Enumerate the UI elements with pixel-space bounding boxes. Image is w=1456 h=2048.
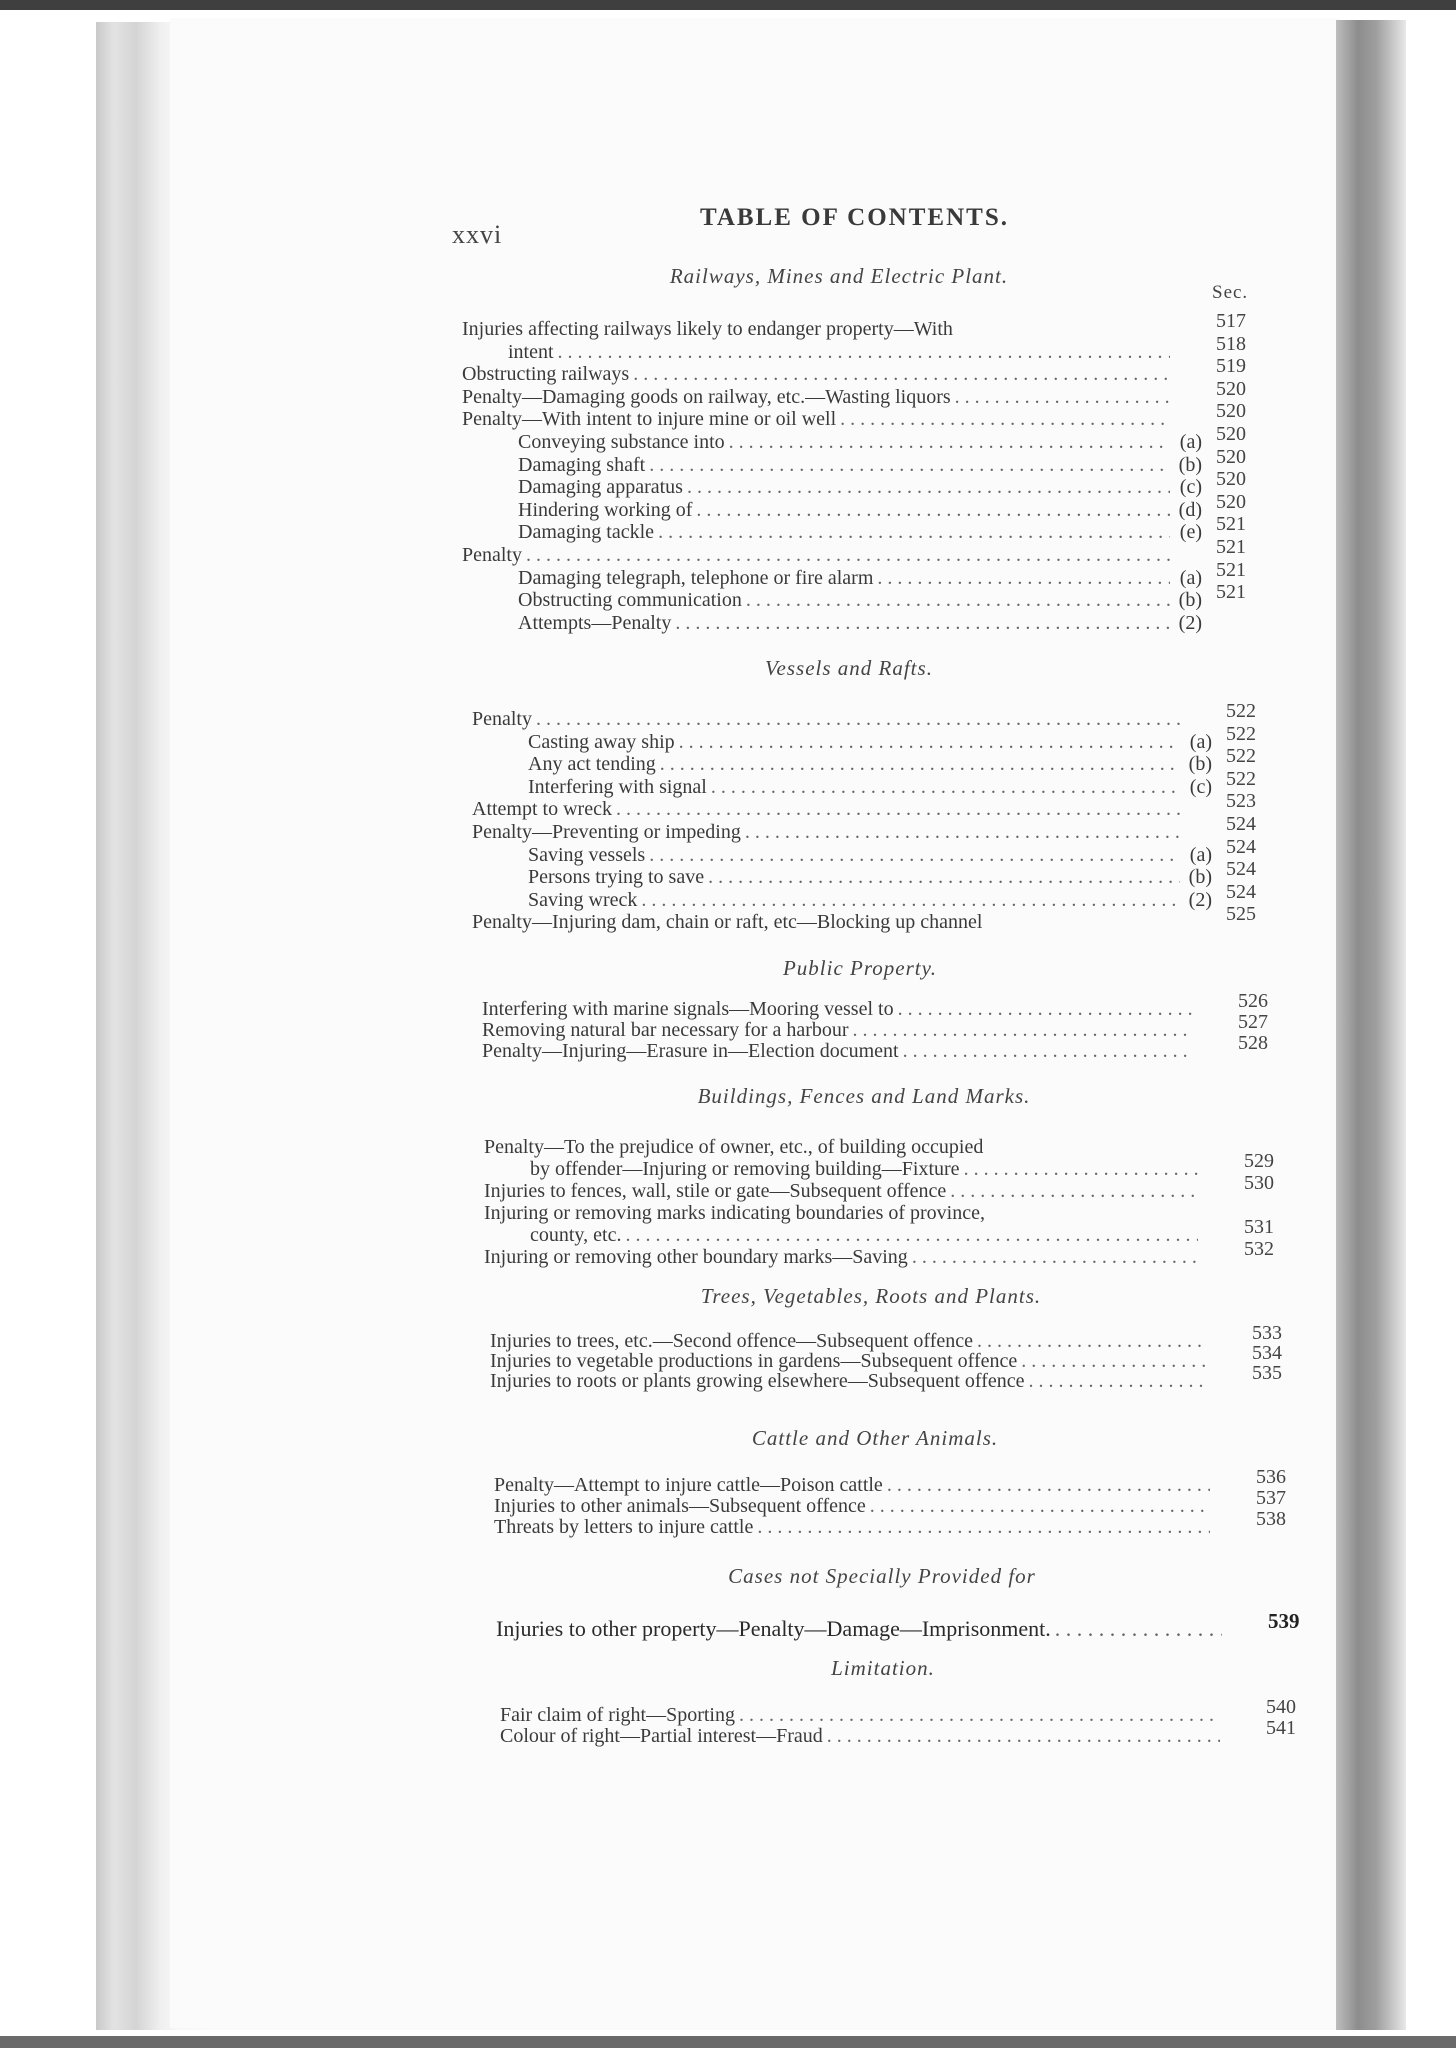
section-heading: Cattle and Other Animals. — [751, 1426, 999, 1450]
sec-column-label: Sec. — [1212, 282, 1249, 303]
toc-entry-subsection: (c) — [1179, 476, 1202, 499]
toc-entry-section-number: 534 — [1252, 1342, 1282, 1364]
running-head-title: TABLE OF CONTENTS. — [700, 204, 1009, 231]
dot-leader — [679, 731, 1180, 753]
toc-entry — [528, 866, 1212, 888]
toc-entry-text: Damaging shaft — [518, 453, 646, 476]
dot-leader — [708, 866, 1180, 888]
dot-leader — [853, 1019, 1192, 1041]
toc-entry — [490, 1350, 1238, 1372]
toc-entry-text: Obstructing railways — [462, 363, 630, 386]
dot-leader — [950, 1180, 1198, 1202]
toc-entry — [528, 731, 1212, 753]
toc-entry — [518, 521, 1202, 543]
toc-entry — [482, 1019, 1224, 1041]
toc-entry — [518, 589, 1202, 611]
toc-entry — [472, 911, 1212, 933]
section-heading: Cases not Specially Provided for — [728, 1564, 1036, 1588]
toc-entry-section-number: 524 — [1226, 880, 1256, 903]
section-heading: Trees, Vegetables, Roots and Plants. — [700, 1284, 1042, 1308]
toc-entry-section-number: 519 — [1216, 355, 1246, 378]
toc-entry-subsection: (e) — [1179, 521, 1202, 544]
toc-entry — [472, 821, 1212, 843]
dot-leader — [711, 776, 1180, 798]
toc-entry-text: Fair claim of right—Sporting — [500, 1704, 735, 1726]
toc-entry-text: Hindering working of — [518, 498, 693, 521]
toc-entry — [484, 1246, 1230, 1268]
toc-entry — [528, 844, 1212, 866]
toc-entry-text: Interfering with marine signals—Mooring vessel to — [482, 998, 894, 1020]
section-heading: Public Property. — [782, 956, 938, 980]
dot-leader — [675, 612, 1170, 634]
toc-entry — [518, 431, 1202, 453]
toc-entry-text: Saving wreck — [528, 888, 638, 911]
toc-entry-section-number: 538 — [1256, 1508, 1286, 1530]
toc-entry — [472, 798, 1212, 820]
toc-entry-text: Penalty—With intent to injure mine or oil well — [462, 408, 837, 431]
toc-entry-section-number: 520 — [1216, 490, 1246, 513]
toc-entry-text: Injuries to vegetable productions in gardens—Subsequent offence — [490, 1350, 1018, 1372]
toc-entry-text: Penalty — [462, 544, 522, 566]
toc-entry-text: Damaging tackle — [518, 521, 655, 544]
toc-entry — [462, 386, 1202, 408]
toc-entry — [490, 1370, 1238, 1392]
toc-entry-section-number: 528 — [1238, 1032, 1268, 1054]
toc-entry-section-number: 520 — [1216, 423, 1246, 445]
toc-entry-subsection: (d) — [1178, 498, 1202, 521]
toc-entry-text: Injuries to fences, wall, stile or gate—Subsequent offence — [484, 1180, 947, 1202]
toc-entry-section-number: 541 — [1266, 1717, 1296, 1739]
dot-leader — [840, 408, 1170, 430]
toc-entry — [494, 1474, 1242, 1496]
dot-leader — [898, 998, 1192, 1020]
dot-leader — [729, 431, 1170, 453]
toc-entry-section-number: 527 — [1238, 1011, 1268, 1033]
toc-entry — [500, 1725, 1252, 1747]
toc-entry — [518, 499, 1202, 521]
dot-leader — [745, 821, 1180, 843]
toc-entry-section-number: 522 — [1226, 722, 1256, 745]
toc-entry-section-number: 532 — [1244, 1238, 1274, 1260]
toc-entry — [462, 408, 1202, 430]
dot-leader — [536, 708, 1180, 730]
dot-leader — [660, 753, 1180, 775]
toc-entry-text: Colour of right—Partial interest—Fraud — [500, 1725, 823, 1747]
toc-entry-text: Interfering with signal — [528, 775, 707, 798]
toc-entry-text: Damaging apparatus — [518, 476, 683, 499]
toc-entry-subsection: (2) — [1188, 888, 1212, 911]
toc-entry-subsection: (a) — [1189, 730, 1212, 753]
toc-entry — [490, 1330, 1238, 1352]
dot-leader — [696, 499, 1170, 521]
toc-entry — [484, 1202, 1230, 1224]
toc-entry-subsection: (b) — [1188, 866, 1212, 889]
toc-entry — [484, 1180, 1230, 1202]
toc-entry — [528, 889, 1212, 911]
toc-entry-text: Saving vessels — [528, 843, 646, 866]
dot-leader — [912, 1246, 1198, 1268]
toc-entry — [494, 1516, 1242, 1538]
toc-entry-section-number: 522 — [1226, 745, 1256, 768]
toc-entry-text: Injuring or removing other boundary marks—Saving — [484, 1246, 908, 1268]
dot-leader — [827, 1725, 1220, 1747]
toc-entry-text: Injuries to other property—Penalty—Damage—Imprisonment. — [496, 1616, 1051, 1641]
toc-entry — [508, 341, 1202, 363]
section-heading: Railways, Mines and Electric Plant. — [669, 264, 1009, 288]
dot-leader — [616, 798, 1180, 820]
toc-entry-text: Injuries affecting railways likely to endanger property—With — [462, 318, 953, 340]
toc-entry-section-number: 526 — [1238, 990, 1268, 1012]
toc-entry-section-number: 530 — [1244, 1172, 1274, 1194]
toc-entry-text: Injuring or removing marks indicating boundaries of province, — [484, 1202, 985, 1224]
dot-leader — [1055, 1618, 1222, 1640]
toc-entry-section-number: 520 — [1216, 468, 1246, 491]
dot-leader — [687, 476, 1170, 498]
dot-leader — [887, 1474, 1210, 1496]
toc-entry-section-number: 524 — [1226, 835, 1256, 858]
toc-entry-text: Penalty—To the prejudice of owner, etc., of building occupied — [484, 1136, 984, 1158]
toc-entry-text: Attempt to wreck — [472, 798, 612, 821]
toc-entry-text: Penalty — [472, 708, 532, 730]
dot-leader — [757, 1516, 1210, 1538]
dot-leader — [649, 454, 1170, 476]
toc-entry-text: Any act tending — [528, 753, 656, 776]
dot-leader — [649, 844, 1180, 866]
toc-entry-text: Injuries to trees, etc.—Second offence—Subsequent offence — [490, 1330, 973, 1352]
dot-leader — [641, 889, 1180, 911]
toc-entry — [462, 363, 1202, 385]
dot-leader — [870, 1495, 1210, 1517]
dot-leader — [964, 1158, 1198, 1180]
toc-entry-text: Persons trying to save — [528, 866, 705, 889]
toc-entry-section-number: 522 — [1226, 767, 1256, 790]
toc-entry-section-number: 522 — [1226, 700, 1256, 722]
toc-entry-section-number: 517 — [1216, 310, 1246, 332]
toc-entry-subsection: (a) — [1189, 843, 1212, 866]
toc-entry-section-number: 529 — [1244, 1150, 1274, 1172]
toc-entry-text: Penalty—Attempt to injure cattle—Poison cattle — [494, 1474, 883, 1496]
toc-entry-section-number: 524 — [1226, 858, 1256, 881]
toc-entry-subsection: (b) — [1188, 753, 1212, 776]
toc-entry-subsection: (2) — [1178, 611, 1202, 634]
toc-entry-section-number: 540 — [1266, 1696, 1296, 1718]
toc-entry — [530, 1224, 1230, 1246]
dot-leader — [903, 1040, 1192, 1062]
toc-entry-text: Casting away ship — [528, 730, 675, 753]
toc-entry-section-number: 535 — [1252, 1362, 1282, 1384]
toc-entry-section-number: 521 — [1216, 581, 1246, 604]
dot-leader — [977, 1330, 1206, 1352]
toc-entry-subsection: (b) — [1178, 453, 1202, 476]
toc-entry — [462, 318, 1202, 340]
dot-leader — [558, 341, 1170, 363]
toc-entry — [482, 998, 1224, 1020]
toc-entry — [494, 1495, 1242, 1517]
toc-entry-text: Penalty—Injuring dam, chain or raft, etc—Blocking up channel — [472, 911, 983, 934]
section-heading: Vessels and Rafts. — [765, 656, 933, 680]
toc-entry-text: Obstructing communication — [518, 589, 742, 612]
toc-entry-text: by offender—Injuring or removing building—Fixture — [530, 1158, 960, 1180]
toc-entry-section-number: 523 — [1226, 790, 1256, 813]
toc-entry-subsection: (a) — [1179, 431, 1202, 453]
toc-entry-section-number: 537 — [1256, 1487, 1286, 1509]
toc-entry-text: Injuries to roots or plants growing elsewhere—Subsequent offence — [490, 1370, 1025, 1392]
toc-entry-text: Penalty—Injuring—Erasure in—Election document — [482, 1040, 899, 1062]
toc-entry-section-number: 521 — [1216, 513, 1246, 536]
toc-entry-text: Penalty—Damaging goods on railway, etc.—Wasting liquors — [462, 385, 951, 408]
toc-entry — [518, 567, 1202, 589]
toc-entry-text: Damaging telegraph, telephone or fire alarm — [518, 566, 874, 589]
page-number: xxvi — [452, 220, 503, 249]
toc-entry-section-number: 520 — [1216, 377, 1246, 400]
toc-entry — [482, 1040, 1224, 1062]
section-heading: Buildings, Fences and Land Marks. — [697, 1084, 1031, 1108]
toc-entry-text: county, etc. — [530, 1224, 622, 1246]
toc-entry — [484, 1136, 1230, 1158]
toc-entry-text: Penalty—Preventing or impeding — [472, 821, 741, 843]
toc-entry-section-number: 525 — [1226, 903, 1256, 926]
toc-entry-subsection: (a) — [1179, 566, 1202, 589]
toc-entry-section-number: 536 — [1256, 1466, 1286, 1488]
dot-leader — [746, 589, 1170, 611]
toc-entry — [530, 1158, 1230, 1180]
toc-entry-subsection: (b) — [1178, 589, 1202, 612]
toc-entry-subsection: (c) — [1189, 775, 1212, 798]
dot-leader — [955, 386, 1170, 408]
toc-entry — [518, 612, 1202, 634]
toc-entry-section-number: 539 — [1268, 1609, 1300, 1633]
dot-leader — [526, 544, 1170, 566]
dot-leader — [739, 1704, 1220, 1726]
toc-entry-section-number: 520 — [1216, 400, 1246, 423]
dot-leader — [633, 363, 1170, 385]
dot-leader — [625, 1224, 1198, 1246]
dot-leader — [658, 521, 1170, 543]
toc-entry-section-number: 521 — [1216, 558, 1246, 581]
toc-entry — [462, 544, 1202, 566]
toc-entry-text: Removing natural bar necessary for a harbour — [482, 1019, 849, 1041]
toc-entry — [528, 776, 1212, 798]
toc-entry-section-number: 531 — [1244, 1216, 1274, 1238]
section-heading: Limitation. — [831, 1656, 935, 1680]
toc-entry-section-number: 518 — [1216, 332, 1246, 355]
toc-entry — [500, 1704, 1252, 1726]
toc-entry-text: Conveying substance into — [518, 431, 725, 453]
toc-entry-section-number: 524 — [1226, 813, 1256, 835]
dot-leader — [1021, 1350, 1206, 1372]
toc-entry — [528, 753, 1212, 775]
dot-leader — [877, 567, 1170, 589]
dot-leader — [1029, 1370, 1206, 1392]
toc-entry — [496, 1618, 1254, 1640]
toc-entry-section-number: 521 — [1216, 536, 1246, 558]
toc-entry — [518, 454, 1202, 476]
toc-entry-text: intent — [508, 340, 554, 363]
toc-entry-section-number: 520 — [1216, 445, 1246, 468]
toc-entry-text: Attempts—Penalty — [518, 611, 672, 634]
toc-entry — [472, 708, 1212, 730]
toc-entry-text: Injuries to other animals—Subsequent offence — [494, 1495, 866, 1517]
toc-entry-section-number: 533 — [1252, 1322, 1282, 1344]
toc-entry — [518, 476, 1202, 498]
toc-entry-text: Threats by letters to injure cattle — [494, 1516, 754, 1538]
